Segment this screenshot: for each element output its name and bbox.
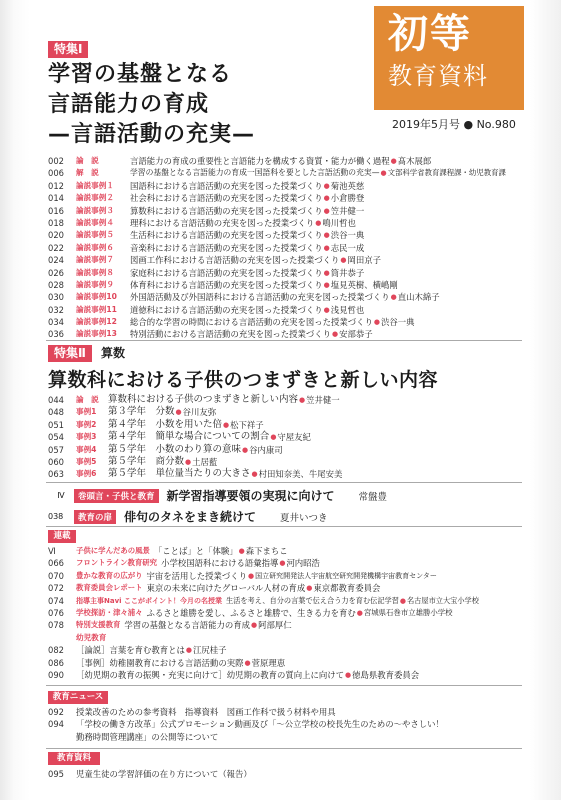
issue-number: 2019年5月号 ● No.980 <box>392 118 516 131</box>
list-item[interactable]: 060 事例5 第５学年 商分数 ● 土居藍 <box>48 455 218 467</box>
list-item[interactable]: 034 論説事例12 総合的な学習の時間における言語活動の充実を図った授業づくり ● 渋谷一典 <box>48 317 415 328</box>
feature1-title-line3: —言語活動の充実— <box>48 122 256 147</box>
feature2-tag: 特集Ⅱ <box>48 345 92 362</box>
list-item[interactable]: 044 論 説 算数科における子供のつまずきと新しい内容 ● 笠井健一 <box>48 394 340 405</box>
special-label: 教育の扉 <box>74 510 116 524</box>
divider <box>46 482 522 483</box>
list-item[interactable]: 048 事例1 第３学年 分数 ● 谷川友弥 <box>48 406 217 418</box>
list-item[interactable]: 018 論説事例４ 理科における言語活動の充実を図った授業づくり ● 鳴川哲也 <box>48 217 356 228</box>
list-item[interactable]: 094 「学校の働き方改革」公式プロモーション動画及び「～公立学校の校長先生のための～やさしい！ <box>48 719 444 730</box>
list-item[interactable]: 090 ［幼児期の教育の振興・充実に向けて］幼児期の教育の質向上に向けて ● 徳島県教育委員会 <box>48 669 420 680</box>
list-item[interactable]: 014 論説事例２ 社会科における言語活動の充実を図った授業づくり ● 小倉勝登 <box>48 193 365 204</box>
magazine-title: 初等 <box>388 11 472 57</box>
magazine-subtitle: 教育資料 <box>388 62 488 90</box>
list-item[interactable]: 057 事例4 第５学年 小数のわり算の意味 ● 谷内康司 <box>48 443 283 455</box>
data-label: 教育資料 <box>48 752 100 765</box>
list-item[interactable]: 070 豊かな教育の広がり 宇宙を活用した授業づくり ● 国立研究開発法人宇宙航空研究開発機構宇宙教育センター <box>48 570 437 581</box>
list-item[interactable]: 082 ［論説］言葉を育む教育とは ● 江尻桂子 <box>48 645 227 656</box>
feature1-tag-wrap <box>48 38 88 58</box>
list-item[interactable]: 006 解 説 学習の基盤となる言語能力の育成一国語科を要とした言語活動の充実— ● 文部科学省教育課程課・幼児教育課 <box>48 168 506 179</box>
list-item[interactable]: 032 論説事例11 道徳科における言語活動の充実を図った授業づくり ● 浅見哲也 <box>48 304 365 315</box>
list-item[interactable]: 054 事例3 第４学年 簡単な場合についての割合 ● 守屋友紀 <box>48 431 311 443</box>
list-item[interactable]: 012 論説事例１ 国語科における言語活動の充実を図った授業づくり ● 菊池英慈 <box>48 180 365 191</box>
divider <box>46 685 522 686</box>
feature1-tag: 特集Ⅰ <box>48 41 88 58</box>
divider <box>46 340 522 341</box>
list-item[interactable]: 026 論説事例８ 家庭科における言語活動の充実を図った授業づくり ● 筒井恭子 <box>48 267 365 278</box>
news-label: 教育ニュース <box>48 691 108 704</box>
feature2-title: 算数科における子供のつまずきと新しい内容 <box>48 369 439 391</box>
list-item[interactable]: 030 論説事例10 外国語活動及び外国語科における言語活動の充実を図った授業づくり ● 直山木綿子 <box>48 292 440 303</box>
feature1-title-line2: 言語能力の育成 <box>48 92 210 117</box>
data-list <box>48 768 252 780</box>
list-item[interactable]: 002 論 説 言語能力の育成の重要性と言語能力を構成する資質・能力が働く過程 ● 髙木展郎 <box>48 156 432 166</box>
divider <box>46 526 522 527</box>
feature1-title-line1: 学習の基盤となる <box>48 62 233 87</box>
list-item[interactable]: 036 論説事例13 特別活動における言語活動の充実を図った授業づくり ● 安部恭子 <box>48 329 373 340</box>
list-item[interactable]: Ⅵ 子供に学んだあの風景 「ことば」と「体験」 ● 森下まちこ <box>48 546 288 556</box>
list-item[interactable]: 095 児童生徒の学習評価の在り方について（報告） <box>48 769 252 779</box>
list-item[interactable]: 086 ［事例］幼稚園教育における言語活動の実際 ● 菅原理恵 <box>48 657 286 668</box>
list-item[interactable]: 016 論説事例３ 算数科における言語活動の充実を図った授業づくり ● 笠井健一 <box>48 205 365 216</box>
special-item[interactable]: 038 教育の扉 俳句のタネをまき続けて 夏井いつき <box>48 510 328 524</box>
news-list <box>48 706 444 743</box>
list-item[interactable]: 092 授業改善のための参考資料 指導資料 図画工作科で扱う材料や用具 <box>48 707 336 717</box>
serial-list <box>48 545 479 681</box>
divider <box>46 748 522 749</box>
list-item[interactable]: 028 論説事例９ 体育科における言語活動の充実を図った授業づくり ● 塩見英樹、横嶋剛 <box>48 279 398 290</box>
list-item: 勤務時間管理講座」の公開等について <box>76 731 219 742</box>
list-item[interactable]: 072 教育委員会レポート 東京の未来に向けたグローバル人材の育成 ● 東京都教育委員会 <box>48 583 381 594</box>
list-item[interactable]: 074 指導主事Navi ここがポイント！今月の名授業 生活を考え、自分の言葉で伝え合う力を育む伝記学習 ● 名古屋市立大宝小学校 <box>48 595 479 606</box>
list-item[interactable]: 076 学校探訪・津々浦々 ふるさと雄勝を愛し、ふるさと雄勝で、生きる力を育む ● 宮城県石巻市立雄勝小学校 <box>48 607 453 618</box>
list-item[interactable]: 078 特別支援教育 学習の基盤となる言語能力の育成 ● 阿部厚仁 <box>48 620 292 631</box>
list-item[interactable]: 063 事例6 第５学年 単位量当たりの大きさ ● 村田知奈美、牛尾安美 <box>48 468 343 480</box>
list-item[interactable]: 066 フロントライン教育研究 小学校国語科における語彙指導 ● 河内昭浩 <box>48 558 320 569</box>
feature2-list <box>48 394 342 481</box>
special-label: 巻頭言・子供と教育 <box>74 489 159 503</box>
list-item[interactable]: 051 事例2 第４学年 小数を用いた倍 ● 松下祥子 <box>48 418 264 430</box>
serial-label: 連載 <box>48 530 76 543</box>
list-item[interactable]: 022 論説事例６ 音楽科における言語活動の充実を図った授業づくり ● 志民一成 <box>48 242 365 253</box>
list-item[interactable]: 020 論説事例５ 生活科における言語活動の充実を図った授業づくり ● 渋谷一典 <box>48 230 365 241</box>
feature2-subject: 算数 <box>101 346 126 360</box>
list-item: 幼児教育 <box>76 632 107 642</box>
special-item[interactable]: Ⅳ 巻頭言・子供と教育 新学習指導要領の実現に向けて 常盤豊 <box>57 489 388 503</box>
feature2-header <box>48 342 125 362</box>
list-item[interactable]: 024 論説事例７ 図画工作科における言語活動の充実を図った授業づくり ● 岡田京子 <box>48 255 381 266</box>
feature1-list <box>48 155 506 341</box>
magazine-logo <box>374 6 524 110</box>
